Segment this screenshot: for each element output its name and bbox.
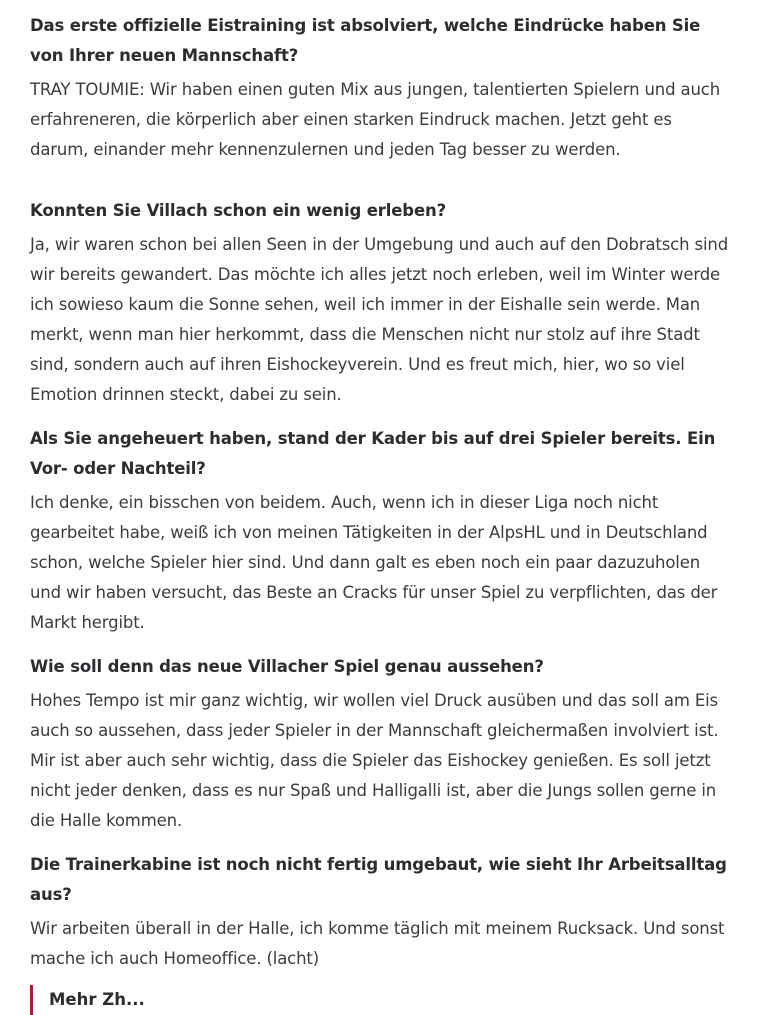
interview-block — [30, 652, 730, 836]
interview-question: Konnten Sie Villach schon ein wenig erleben? — [30, 201, 447, 220]
related-teaser-link[interactable]: Mehr Zh... — [30, 985, 749, 1015]
interview-question: Die Trainerkabine ist noch nicht fertig umgebaut, wie sieht Ihr Arbeitsalltag aus? — [30, 855, 727, 904]
interview-block — [30, 424, 730, 638]
interview-question: Als Sie angeheuert haben, stand der Kader bis auf drei Spieler bereits. Ein Vor- oder Nachteil? — [30, 429, 716, 478]
interview-answer: Hohes Tempo ist mir ganz wichtig, wir wollen viel Druck ausüben und das soll am Eis auch so aussehen, dass jeder Spieler in der Mannschaft gleichermaßen involviert ist. Mir ist aber auch sehr wichtig, dass die Spieler das Eishockey genießen. Es soll jetzt nicht jeder denken, dass es nur Spaß und Halligalli ist, aber die Jungs sollen gerne in die Halle kommen. — [30, 691, 719, 830]
interview-block — [30, 196, 730, 410]
interview-question: Wie soll denn das neue Villacher Spiel genau aussehen? — [30, 657, 544, 676]
interview-question: Das erste offizielle Eistraining ist absolviert, welche Eindrücke haben Sie von Ihrer neuen Mannschaft? — [30, 16, 701, 65]
interview-answer: TRAY TOUMIE: Wir haben einen guten Mix aus jungen, talentierten Spielern und auch erfahreneren, die körperlich aber einen starken Eindruck machen. Jetzt geht es darum, einander mehr kennenzulernen und jeden Tag besser zu werden. — [30, 80, 721, 159]
interview-answer: Wir arbeiten überall in der Halle, ich komme täglich mit meinem Rucksack. Und sonst mache ich auch Homeoffice. (lacht) — [30, 919, 725, 968]
interview-answer: Ja, wir waren schon bei allen Seen in der Umgebung und auch auf den Dobratsch sind wir bereits gewandert. Das möchte ich alles jetzt noch erleben, weil im Winter werde ich sowieso kaum die Sonne sehen, weil ich immer in der Eishalle sein werde. Man merkt, wenn man hier herkommt, dass die Menschen nicht nur stolz auf ihre Stadt sind, sondern auch auf ihren Eishockeyverein. Und es freut mich, hier, wo so viel Emotion drinnen steckt, dabei zu sein. — [30, 235, 729, 404]
interview-answer: Ich denke, ein bisschen von beidem. Auch, wenn ich in dieser Liga noch nicht gearbeitet habe, weiß ich von meinen Tätigkeiten in der AlpsHL und in Deutschland schon, welche Spieler hier sind. Und dann galt es eben noch ein paar dazuzuholen und wir haben versucht, das Beste an Cracks für unser Spiel zu verpflichten, das der Markt hergibt. — [30, 493, 718, 632]
article-body — [30, 11, 730, 974]
interview-block — [30, 11, 730, 165]
interview-block — [30, 850, 730, 974]
